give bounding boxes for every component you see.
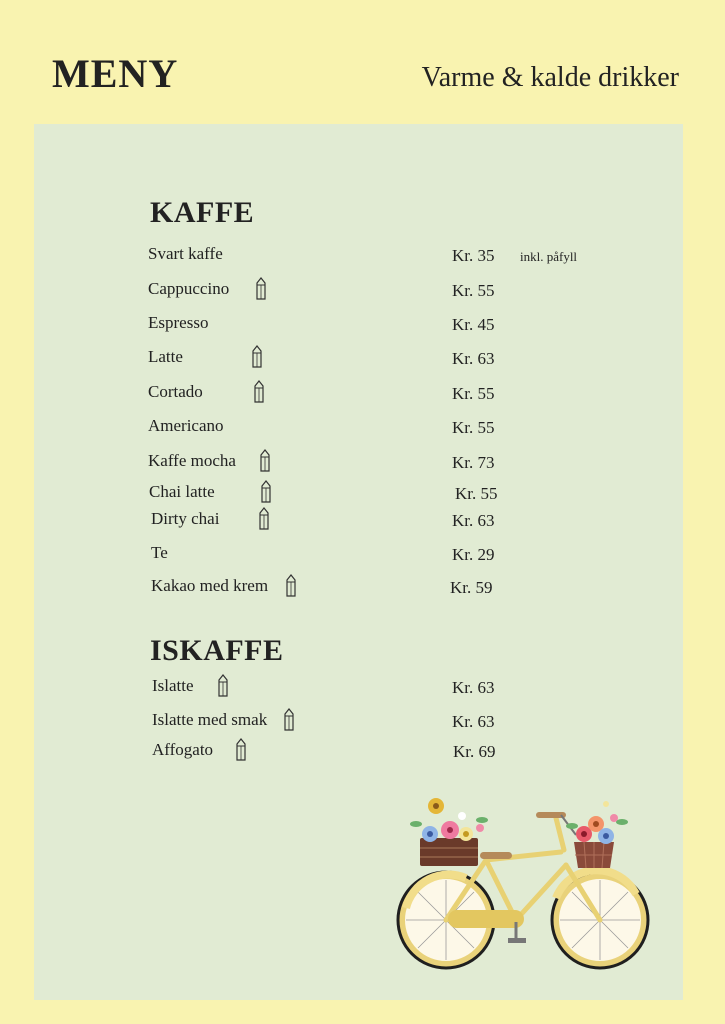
- menu-title: MENY: [52, 51, 179, 96]
- item-price: Kr. 55: [455, 484, 498, 503]
- menu-item: [150, 509, 610, 535]
- menu-item: [150, 279, 610, 305]
- milk-carton-icon: [216, 674, 230, 698]
- section-title: ISKAFFE: [150, 634, 284, 667]
- menu-subtitle: Varme & kalde drikker: [421, 62, 679, 93]
- menu-item: [150, 710, 610, 736]
- item-price: Kr. 63: [452, 511, 495, 530]
- milk-carton-icon: [282, 708, 296, 732]
- item-name: Latte: [148, 347, 183, 366]
- item-name: Cortado: [148, 382, 203, 401]
- item-price: Kr. 45: [452, 315, 495, 334]
- milk-carton-icon: [257, 507, 271, 531]
- item-price: Kr. 55: [452, 281, 495, 300]
- bicycle-illustration: [396, 790, 652, 975]
- item-name: Cappuccino: [148, 279, 230, 298]
- milk-carton-icon: [284, 574, 298, 598]
- item-price: Kr. 63: [452, 349, 495, 368]
- item-name: Affogato: [152, 740, 214, 759]
- menu-item: [150, 347, 610, 373]
- section-title: KAFFE: [150, 196, 255, 229]
- item-price: Kr. 59: [450, 578, 493, 597]
- menu-item: [150, 416, 610, 442]
- milk-carton-icon: [252, 380, 266, 404]
- item-price: Kr. 35: [452, 246, 495, 265]
- item-price: Kr. 63: [452, 712, 495, 731]
- item-name: Islatte med smak: [152, 710, 268, 729]
- menu-item: [150, 244, 610, 270]
- item-price: Kr. 55: [452, 384, 495, 403]
- item-name: Kaffe mocha: [148, 451, 236, 470]
- item-name: Chai latte: [149, 482, 215, 501]
- menu-item: [150, 676, 610, 702]
- milk-carton-icon: [254, 277, 268, 301]
- item-name: Islatte: [152, 676, 194, 695]
- item-name: Svart kaffe: [148, 244, 223, 263]
- item-note: inkl. påfyll: [520, 249, 578, 264]
- item-name: Espresso: [148, 313, 209, 332]
- item-name: Kakao med krem: [151, 576, 269, 595]
- item-name: Americano: [148, 416, 224, 435]
- item-price: Kr. 29: [452, 545, 495, 564]
- section-kaffe: [148, 196, 610, 597]
- item-price: Kr. 69: [453, 742, 496, 761]
- menu-item: [150, 576, 610, 602]
- item-price: Kr. 73: [452, 453, 495, 472]
- milk-carton-icon: [259, 480, 273, 504]
- menu-item: [150, 543, 610, 569]
- item-name: Dirty chai: [151, 509, 220, 528]
- milk-carton-icon: [234, 738, 248, 762]
- section-iskaffe: [150, 634, 610, 761]
- item-price: Kr. 55: [452, 418, 495, 437]
- item-name: Te: [151, 543, 168, 562]
- item-price: Kr. 63: [452, 678, 495, 697]
- menu-item: [150, 740, 610, 766]
- milk-carton-icon: [250, 345, 264, 369]
- menu-item: [150, 382, 610, 408]
- menu-item: [150, 313, 610, 339]
- menu-item: [150, 451, 610, 477]
- milk-carton-icon: [258, 449, 272, 473]
- menu-item: [150, 482, 610, 508]
